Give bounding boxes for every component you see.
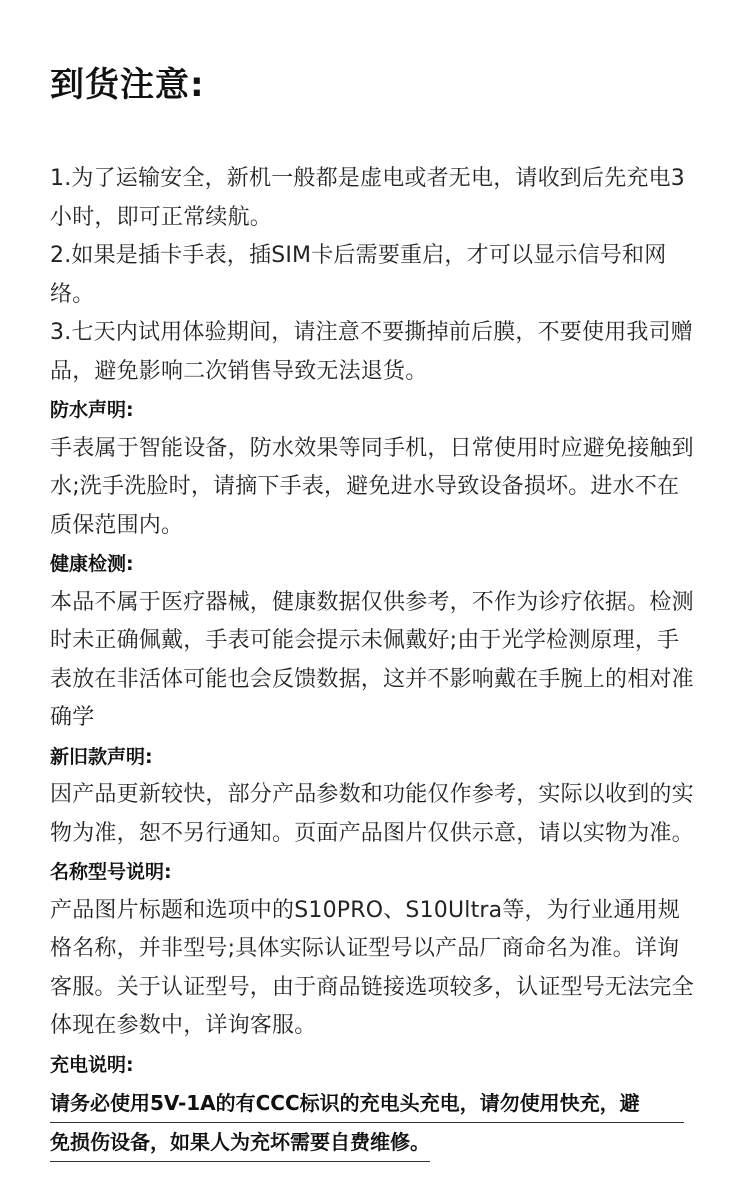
notice-content bbox=[50, 160, 700, 1162]
new-old-text: 因产品更新较快，部分产品参数和功能仅作参考，实际以收到的实物为准，恕不另行通知。页面产品图片仅供示意，请以实物为准。 bbox=[50, 782, 694, 846]
page-title: 到货注意: bbox=[50, 65, 205, 105]
waterproof-heading: 防水声明: bbox=[50, 399, 134, 421]
charging-warning bbox=[50, 1084, 700, 1162]
arrival-note-3: 3.七天内试用体验期间，请注意不要撕掉前后膜，不要使用我司赠品，避免影响二次销售导致无法退货。 bbox=[50, 320, 693, 384]
arrival-note-2: 2.如果是插卡手表，插SIM卡后需要重启，才可以显示信号和网络。 bbox=[50, 243, 667, 307]
charging-warning-line-2: 免损伤设备，如果人为充坏需要自费维修。 bbox=[50, 1124, 430, 1162]
arrival-note-1: 1.为了运输安全，新机一般都是虚电或者无电，请收到后先充电3小时，即可正常续航。 bbox=[50, 166, 685, 230]
charging-heading: 充电说明: bbox=[50, 1053, 134, 1076]
charging-warning-line-1: 请务必使用5V-1A的有CCC标识的充电头充电，请勿使用快充，避 bbox=[50, 1085, 684, 1123]
new-old-heading: 新旧款声明: bbox=[50, 745, 153, 768]
health-heading: 健康检测: bbox=[50, 553, 134, 575]
model-name-heading: 名称型号说明: bbox=[50, 861, 172, 883]
notice-page bbox=[50, 0, 700, 1200]
waterproof-text: 手表属于智能设备，防水效果等同手机，日常使用时应避免接触到水;洗手洗脸时，请摘下手表，避免进水导致设备损坏。进水不在质保范围内。 bbox=[50, 435, 694, 538]
health-text: 本品不属于医疗器械，健康数据仅供参考，不作为诊疗依据。检测时未正确佩戴，手表可能会提示未佩戴好;由于光学检测原理，手表放在非活体可能也会反馈数据，这并不影响戴在手腕上的相对准确学 bbox=[50, 589, 694, 730]
model-name-text: 产品图片标题和选项中的S10PRO、S10Ultra等，为行业通用规格名称，并非型号;具体实际认证型号以产品厂商命名为准。详询客服。关于认证型号，由于商品链接选项较多，认证型号无法完全体现在参数中，详询客服。 bbox=[50, 897, 694, 1038]
